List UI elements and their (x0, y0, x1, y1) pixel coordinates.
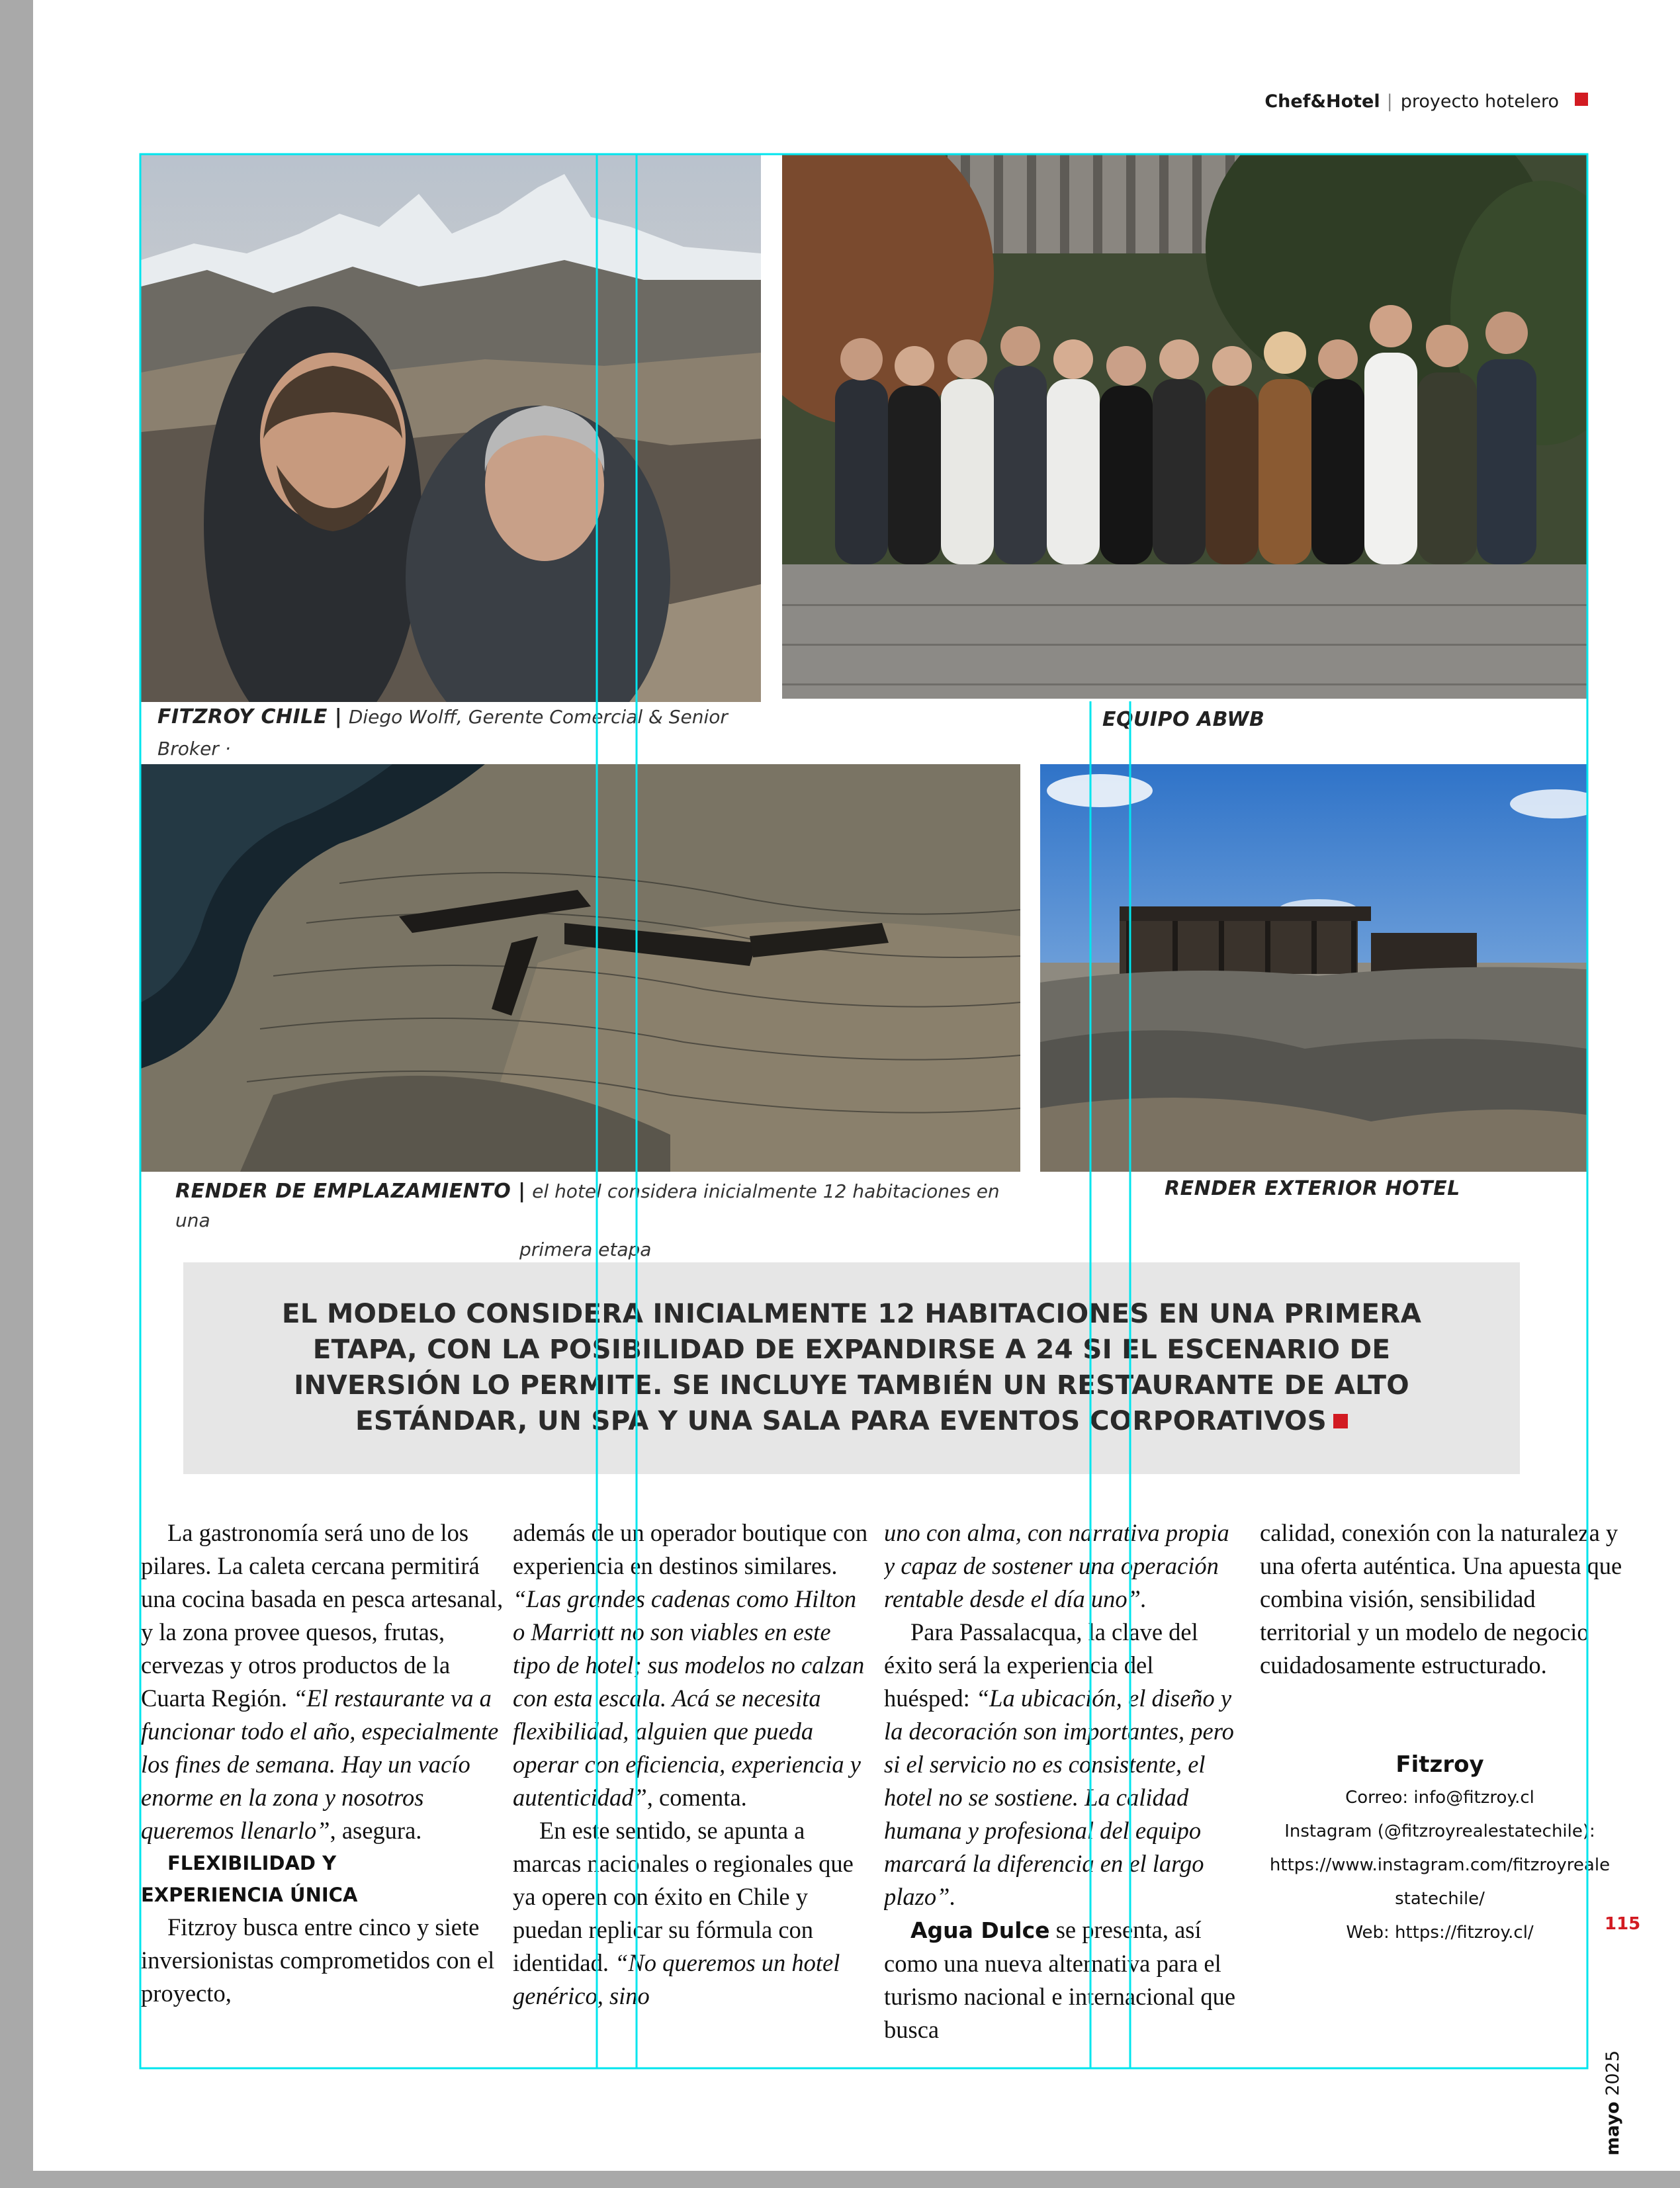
subheading: FLEXIBILIDAD Y EXPERIENCIA ÚNICA (141, 1852, 358, 1906)
paragraph: calidad, conexión con la naturaleza y una oferta auténtica. Una apuesta que combina visión, sensibilidad territorial y un modelo de negocio cuidadosamente estructurado. (1260, 1519, 1622, 1679)
site-render-illustration (141, 764, 1020, 1172)
exterior-render-illustration (1040, 764, 1587, 1172)
pull-quote: EL MODELO CONSIDERA INICIALMENTE 12 HABITACIONES EN UNA PRIMERA ETAPA, CON LA POSIBILIDAD DE EXPANDIRSE A 24 SI EL ESCENARIO DE INVERSIÓN LO PERMITE. SE INCLUYE TAMBIÉN UN RESTAURANTE DE ALTO ESTÁNDAR, UN SPA Y UNA SALA PARA EVENTOS CORPORATIVOS (281, 1297, 1422, 1436)
caption-equipo-abwb: EQUIPO ABWB (1102, 708, 1265, 731)
instagram-url-2[interactable]: statechile/ (1395, 1889, 1485, 1909)
contact-info (1255, 1781, 1625, 1950)
issue-month: mayo (1603, 2101, 1623, 2156)
paragraph: además de un operador boutique con experiencia en destinos similares. “Las grandes cadenas como Hilton o Marriott no son viables en este tipo de hotel; sus modelos no calzan con esta escala. Acá se necesita flexibilidad, alguien que pueda operar con eficiencia, experiencia y autenticidad”, comenta. (513, 1519, 868, 1811)
paragraph: Agua Dulce se presenta, así como una nueva alternativa para el turismo nacional e internacional que busca (884, 1916, 1236, 2043)
page-number: 115 (1605, 1914, 1641, 1934)
signature: Fitzroy (1395, 1751, 1484, 1778)
red-square-icon (1575, 93, 1588, 106)
paragraph: La gastronomía será uno de los pilares. La caleta cercana permitirá una cocina basada en pesca artesanal, y la zona provee quesos, frutas, cervezas y otros productos de la Cuarta Región. “El restaurante va a funcionar todo el año, especialmente los fines de semana. Hay un vacío enorme en la zona y nosotros queremos llenarlo”, asegura. (141, 1519, 504, 1844)
paragraph: uno con alma, con narrativa propia y capaz de sostener una operación rentable desde el día uno”. (884, 1519, 1229, 1612)
running-header (33, 91, 1588, 118)
article-column-3 (884, 1516, 1241, 2152)
web-link[interactable]: Web: https://fitzroy.cl/ (1346, 1923, 1534, 1943)
article-column-1 (141, 1516, 511, 2152)
magazine-page (33, 0, 1680, 2171)
photo-render-emplazamiento (141, 764, 1020, 1172)
photo-fitzroy-chile (141, 154, 761, 702)
magazine-brand: Chef&Hotel (1264, 91, 1380, 112)
team-group-illustration (782, 154, 1587, 699)
section-name: proyecto hotelero (1400, 91, 1559, 112)
caption-text: Diego Wolff, Gerente Comercial & Senior Broker · (157, 706, 728, 760)
issue-year: 2025 (1603, 2050, 1623, 2096)
instagram-url[interactable]: https://www.instagram.com/fitzroyreale (1269, 1855, 1611, 1875)
paragraph: Para Passalacqua, la clave del éxito será la experiencia del huésped: “La ubicación, el diseño y la decoración son importantes, pero si el servicio no es consistente, el hotel no se sostiene. La calidad humana y profesional del equipo marcará la diferencia en el largo plazo”. (884, 1618, 1234, 1910)
caption-label: RENDER DE EMPLAZAMIENTO | (175, 1180, 526, 1203)
photo-equipo-abwb (782, 154, 1587, 699)
caption-text-2: primera etapa (519, 1239, 652, 1260)
caption-text: el hotel considera inicialmente 12 habitaciones en una (175, 1180, 1000, 1231)
caption-render-exterior: RENDER EXTERIOR HOTEL (1165, 1177, 1460, 1200)
issue-date (1600, 2023, 1640, 2169)
paragraph: En este sentido, se apunta a marcas nacionales o regionales que ya operen con éxito en Chile y puedan replicar su fórmula con identidad. “No queremos un hotel genérico, sino (513, 1817, 854, 2009)
paragraph: Fitzroy busca entre cinco y siete inversionistas comprometidos con el proyecto, (141, 1913, 495, 2007)
photo-render-exterior-hotel (1040, 764, 1587, 1172)
pull-quote-box (183, 1262, 1520, 1474)
instagram-handle[interactable]: Instagram (@fitzroyrealestatechile): (1284, 1821, 1595, 1841)
article-column-4 (1255, 1516, 1625, 2033)
caption-render-emplazamiento (175, 1177, 1036, 1264)
article-column-2 (513, 1516, 873, 2152)
caption-label: FITZROY CHILE | (157, 705, 343, 728)
header-separator: | (1386, 91, 1393, 112)
email-link[interactable]: Correo: info@fitzroy.cl (1345, 1788, 1534, 1808)
red-square-icon (1333, 1414, 1348, 1428)
mountain-selfie-illustration (141, 154, 761, 702)
